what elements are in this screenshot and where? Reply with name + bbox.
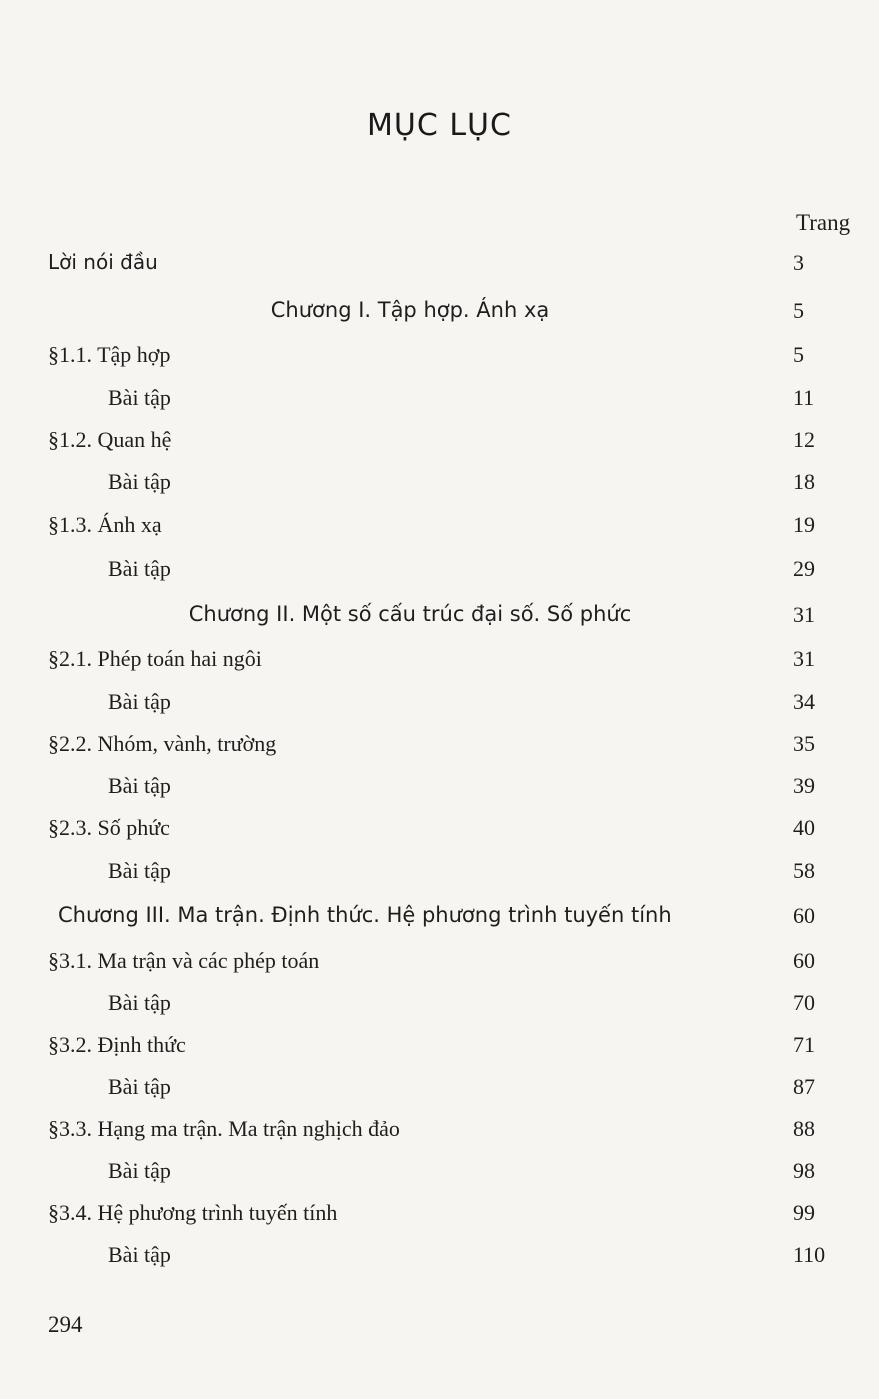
toc-section [0,427,879,467]
toc-entry-label: §2.2. Nhóm, vành, trường [48,731,277,756]
toc-entry-page: 29 [793,556,815,581]
toc-entry-label: §3.1. Ma trận và các phép toán [48,948,320,973]
toc-entry-label: §3.3. Hạng ma trận. Ma trận nghịch đảo [48,1116,400,1141]
toc-entry-label: Bài tập [108,773,171,798]
toc-chapter-label: Chương III. Ma trận. Định thức. Hệ phương trình tuyến tính [58,903,672,927]
toc-entry-page: 31 [793,646,815,671]
toc-exercise [0,1242,879,1282]
toc-section [0,1116,879,1156]
toc-section [0,646,879,686]
toc-entry-page: 12 [793,427,815,452]
page-column-header: Trang [796,210,851,235]
toc-entry-page: 11 [793,385,815,410]
toc-section [0,342,879,382]
toc-entry-page: 39 [793,773,815,798]
toc-entry-label: Bài tập [108,556,171,581]
toc-exercise [0,556,879,596]
toc-entry-page: 5 [793,298,804,323]
toc-entry-page: 99 [793,1200,815,1225]
toc-entry-page: 58 [793,858,815,883]
toc-entry-page: 3 [793,250,804,275]
toc-entry-page: 5 [793,342,804,367]
toc-chapter-label: Chương I. Tập hợp. Ánh xạ [270,298,550,322]
toc-chapter-1 [0,298,879,338]
toc-entry-label: Bài tập [108,858,171,883]
toc-entry-page: 19 [793,512,815,537]
page-title: MỤC LỤC [367,108,512,143]
toc-exercise [0,773,879,813]
toc-entry-label: §1.2. Quan hệ [48,427,172,452]
toc-chapter-3 [0,903,879,943]
toc-entry-label: §1.3. Ánh xạ [48,512,162,537]
toc-section [0,948,879,988]
toc-entry-label: Lời nói đầu [48,250,158,274]
toc-entry-label: §3.2. Định thức [48,1032,186,1057]
toc-entry-page: 71 [793,1032,815,1057]
toc-entry-page: 34 [793,689,815,714]
toc-exercise [0,1074,879,1114]
toc-entry-page: 110 [793,1242,826,1267]
toc-exercise [0,385,879,425]
toc-entry-page: 40 [793,815,815,840]
toc-entry-label: Bài tập [108,1158,171,1183]
toc-section [0,1032,879,1072]
toc-entry-label: Bài tập [108,1074,171,1099]
toc-exercise [0,990,879,1030]
toc-entry-label: Bài tập [108,689,171,714]
toc-exercise [0,1158,879,1198]
toc-chapter-2 [0,602,879,642]
toc-entry-page: 31 [793,602,815,627]
toc-exercise [0,689,879,729]
toc-entry-page: 60 [793,948,815,973]
toc-entry-page: 87 [793,1074,815,1099]
toc-entry-label: Bài tập [108,1242,171,1267]
toc-entry-page: 18 [793,469,815,494]
toc-section [0,815,879,855]
toc-section [0,731,879,771]
toc-section [0,1200,879,1240]
toc-entry-label: §2.3. Số phức [48,815,170,840]
toc-section [0,512,879,552]
toc-entry-page: 98 [793,1158,815,1183]
toc-entry-label: Bài tập [108,990,171,1015]
toc-entry-label: Bài tập [108,385,171,410]
footer-page-number: 294 [48,1312,83,1337]
toc-entry-page: 88 [793,1116,815,1141]
toc-chapter-label: Chương II. Một số cấu trúc đại số. Số phức [188,602,632,626]
toc-entry-page: 35 [793,731,815,756]
toc-entry-label: Bài tập [108,469,171,494]
toc-exercise [0,858,879,898]
toc-entry-label: §1.1. Tập hợp [48,342,171,367]
toc-entry-preface [0,250,879,290]
toc-entry-label: §3.4. Hệ phương trình tuyến tính [48,1200,338,1225]
toc-entry-page: 70 [793,990,815,1015]
toc-entry-label: §2.1. Phép toán hai ngôi [48,646,262,671]
toc-entry-page: 60 [793,903,815,928]
toc-exercise [0,469,879,509]
